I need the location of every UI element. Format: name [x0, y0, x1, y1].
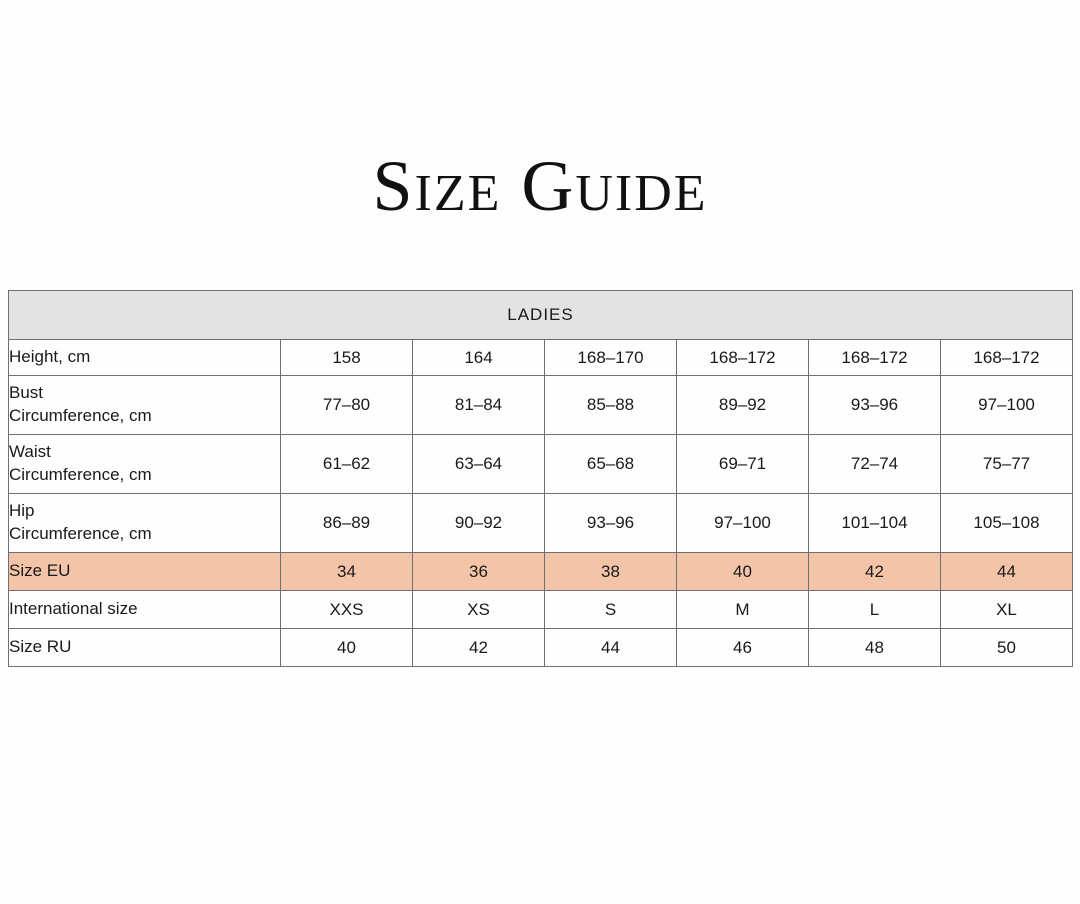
- cell-waist-6: 75–77: [941, 435, 1073, 494]
- row-label-size-eu: Size EU: [9, 553, 281, 591]
- cell-size-eu-2: 36: [413, 553, 545, 591]
- cell-hip-1: 86–89: [281, 494, 413, 553]
- cell-size-ru-4: 46: [677, 629, 809, 667]
- cell-bust-6: 97–100: [941, 376, 1073, 435]
- cell-size-ru-5: 48: [809, 629, 941, 667]
- cell-waist-2: 63–64: [413, 435, 545, 494]
- row-label-hip-line1: Hip: [9, 501, 35, 521]
- size-table: [8, 290, 1073, 667]
- cell-size-eu-3: 38: [545, 553, 677, 591]
- cell-hip-3: 93–96: [545, 494, 677, 553]
- cell-height-6: 168–172: [941, 340, 1073, 376]
- cell-intl-6: XL: [941, 591, 1073, 629]
- row-label-bust-line1: Bust: [9, 383, 44, 403]
- table-row: [9, 435, 1073, 494]
- row-label-bust: [9, 376, 281, 435]
- cell-intl-4: M: [677, 591, 809, 629]
- cell-bust-3: 85–88: [545, 376, 677, 435]
- cell-height-2: 164: [413, 340, 545, 376]
- row-label-international-size: International size: [9, 591, 281, 629]
- table-row: [9, 591, 1073, 629]
- row-label-size-ru: Size RU: [9, 629, 281, 667]
- cell-waist-5: 72–74: [809, 435, 941, 494]
- cell-height-5: 168–172: [809, 340, 941, 376]
- cell-size-ru-3: 44: [545, 629, 677, 667]
- row-label-waist-line2: Circumference, cm: [9, 465, 152, 484]
- row-label-waist-line1: Waist: [9, 442, 51, 462]
- cell-size-eu-6: 44: [941, 553, 1073, 591]
- cell-waist-1: 61–62: [281, 435, 413, 494]
- cell-height-1: 158: [281, 340, 413, 376]
- cell-intl-5: L: [809, 591, 941, 629]
- cell-bust-2: 81–84: [413, 376, 545, 435]
- cell-hip-2: 90–92: [413, 494, 545, 553]
- cell-size-ru-1: 40: [281, 629, 413, 667]
- cell-bust-5: 93–96: [809, 376, 941, 435]
- table-row: [9, 340, 1073, 376]
- cell-size-ru-2: 42: [413, 629, 545, 667]
- cell-intl-2: XS: [413, 591, 545, 629]
- table-row: [9, 629, 1073, 667]
- cell-hip-6: 105–108: [941, 494, 1073, 553]
- cell-intl-3: S: [545, 591, 677, 629]
- row-label-hip: [9, 494, 281, 553]
- page-title-text: SIZE GUIDE: [372, 146, 708, 226]
- cell-waist-4: 69–71: [677, 435, 809, 494]
- cell-height-4: 168–172: [677, 340, 809, 376]
- cell-size-eu-5: 42: [809, 553, 941, 591]
- cell-intl-1: XXS: [281, 591, 413, 629]
- table-row: [9, 376, 1073, 435]
- cell-hip-4: 97–100: [677, 494, 809, 553]
- row-label-waist: [9, 435, 281, 494]
- row-label-bust-line2: Circumference, cm: [9, 406, 152, 425]
- table-group-header-row: [9, 291, 1073, 340]
- cell-waist-3: 65–68: [545, 435, 677, 494]
- page-title: [0, 0, 1080, 226]
- cell-bust-1: 77–80: [281, 376, 413, 435]
- cell-hip-5: 101–104: [809, 494, 941, 553]
- cell-height-3: 168–170: [545, 340, 677, 376]
- row-label-height: Height, cm: [9, 340, 281, 376]
- cell-size-ru-6: 50: [941, 629, 1073, 667]
- table-row-size-eu: [9, 553, 1073, 591]
- row-label-hip-line2: Circumference, cm: [9, 524, 152, 543]
- cell-size-eu-1: 34: [281, 553, 413, 591]
- size-table-container: [8, 290, 1072, 667]
- group-header-ladies: LADIES: [9, 291, 1073, 340]
- table-row: [9, 494, 1073, 553]
- cell-bust-4: 89–92: [677, 376, 809, 435]
- cell-size-eu-4: 40: [677, 553, 809, 591]
